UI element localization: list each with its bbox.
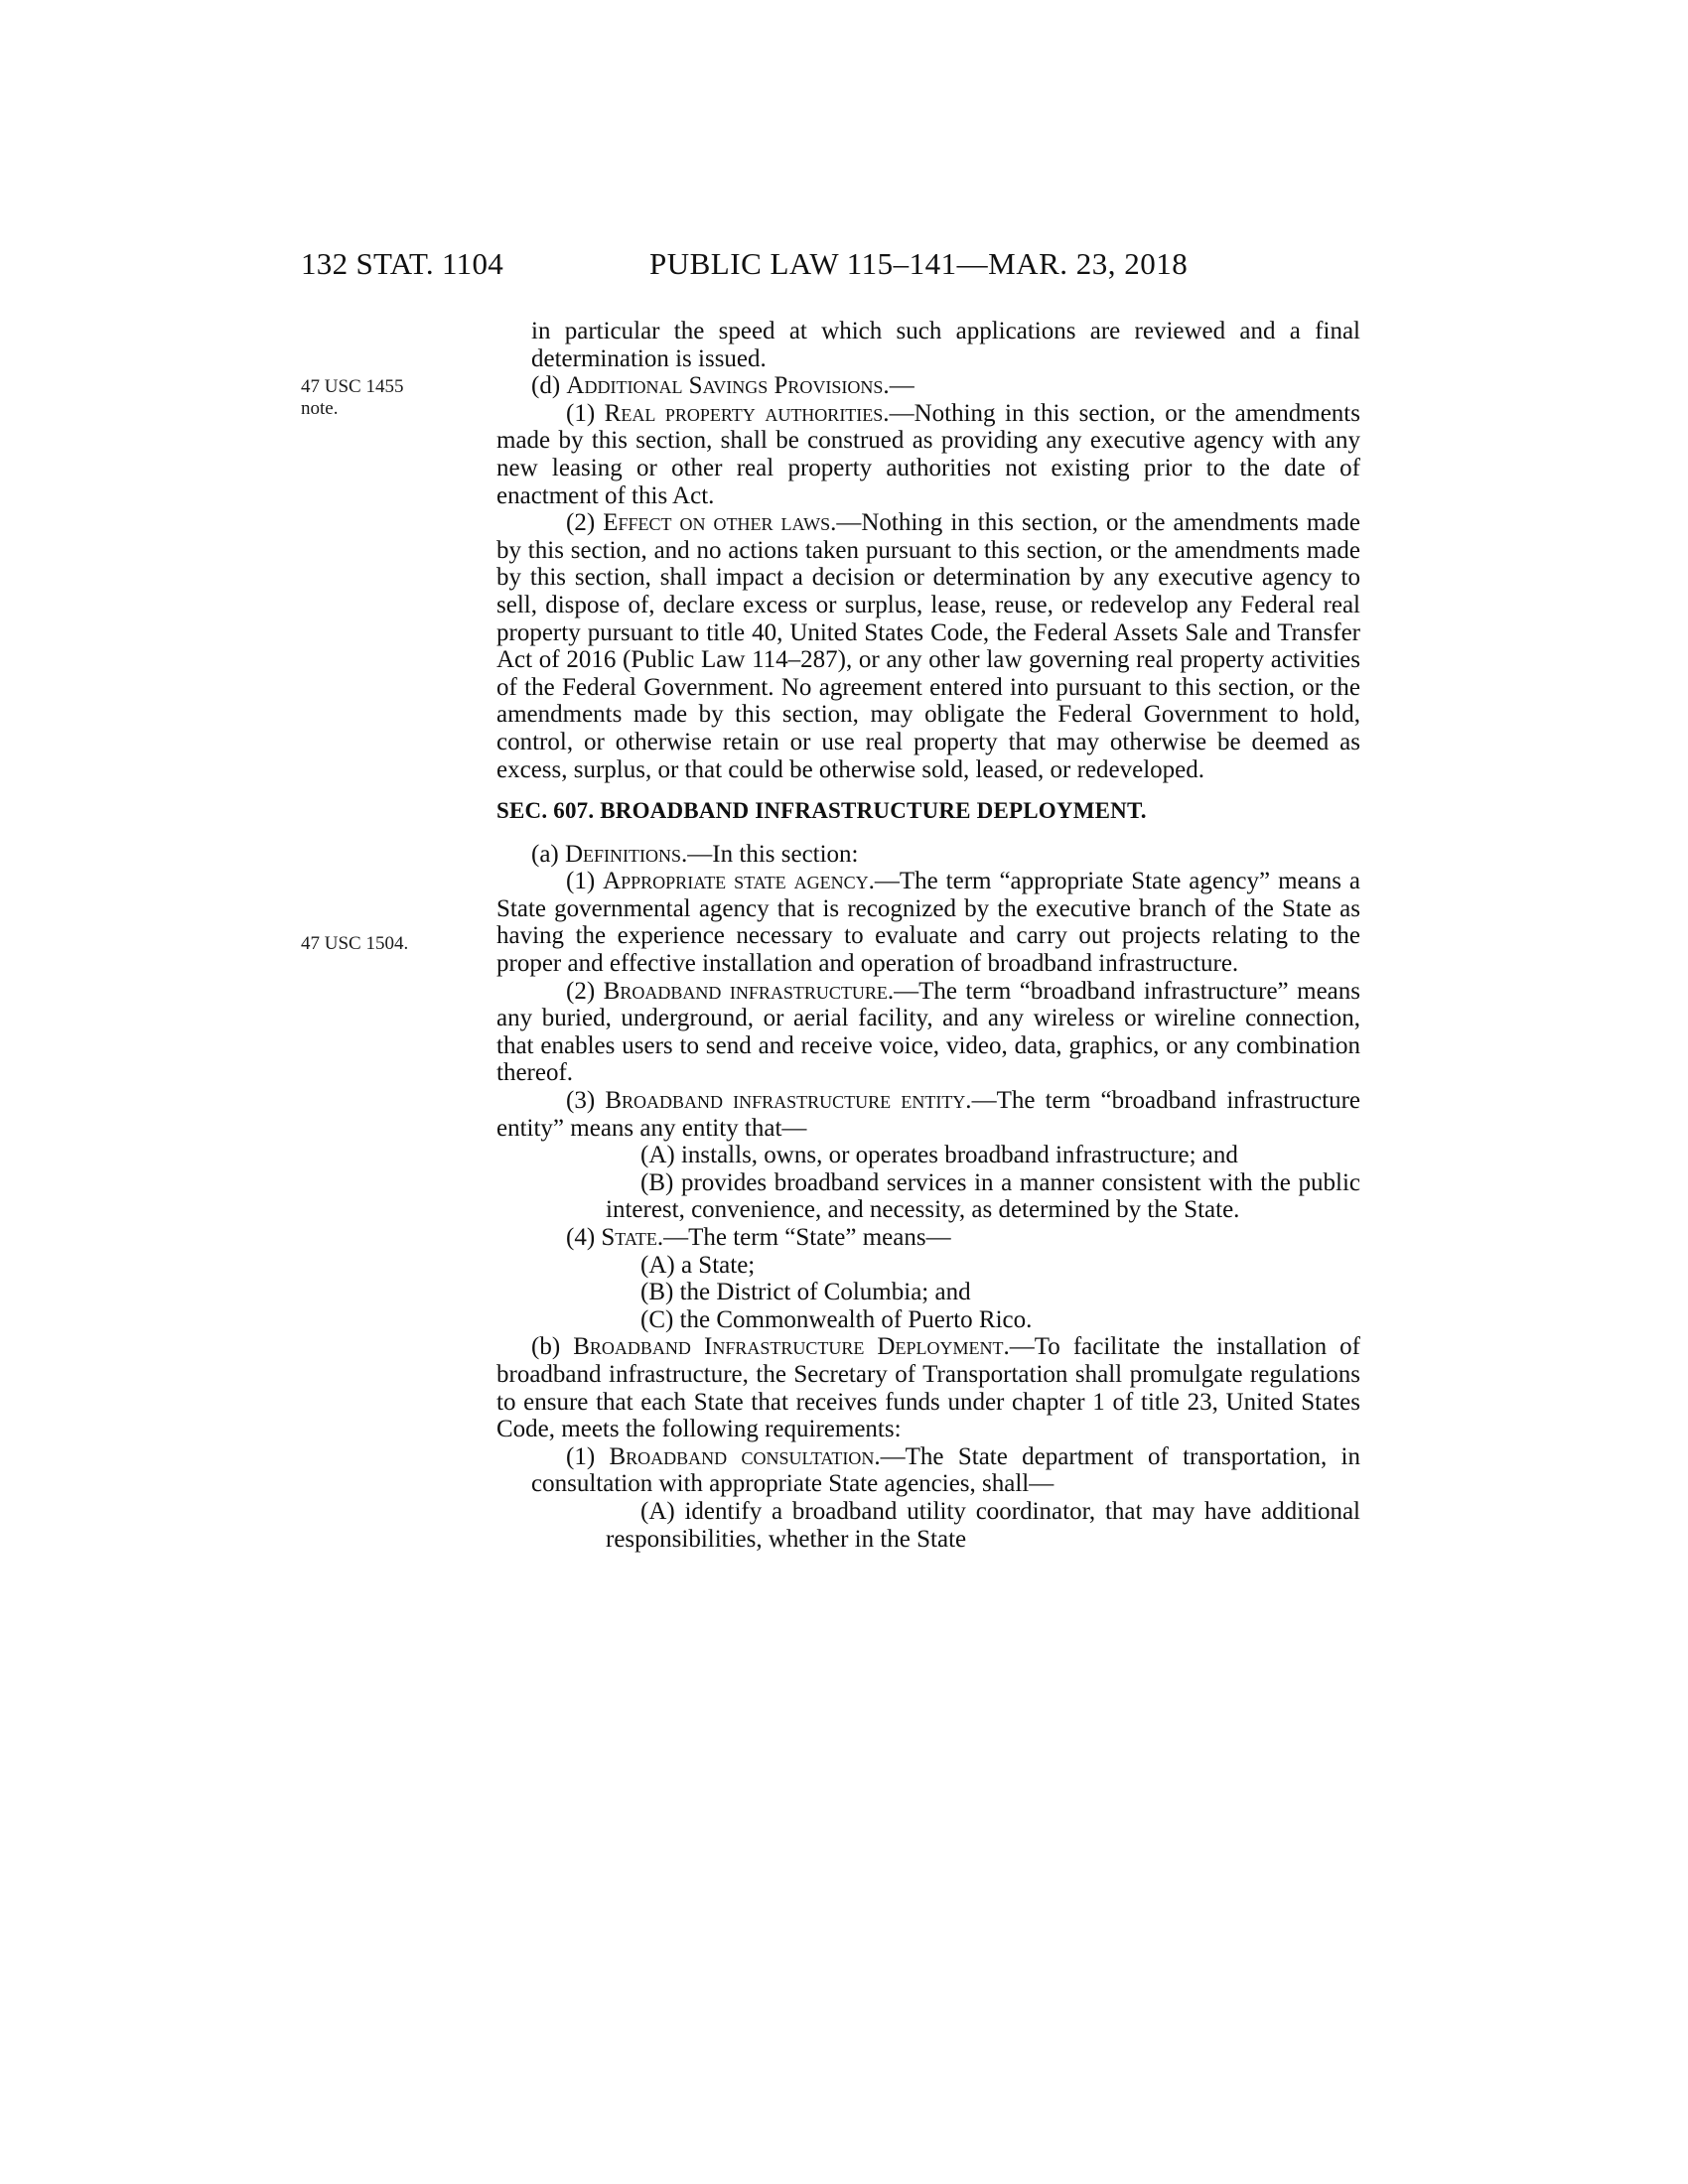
paragraph-a2-heading: Broadband infrastructure.	[603, 977, 895, 1005]
subparagraph-a3B: (B) provides broadband services in a manner consistent with the public interest, convenience, and necessity, as determined by the State.	[606, 1168, 1360, 1224]
paragraph-a3-heading: Broadband infrastructure entity.	[605, 1087, 972, 1115]
paragraph-d2: (2) Effect on other laws.—Nothing in this section, or the amendments made by this section, and no actions taken pursuant to this section, or the amendments made by this section, shall impact a decision or determination by any executive agency to sell, dispose of, declare excess or surplus, lease, reuse, or redevelop any Federal real property pursuant to title 40, United States Code, the Federal Assets Sale and Transfer Act of 2016 (Public Law 114–287), or any other law governing real property activities of the Federal Government. No agreement entered into pursuant to this section, or the amendments made by this section, may obligate the Federal Government to hold, control, or otherwise retain or use real property that may otherwise be deemed as excess, surplus, or that could be otherwise sold, leased, or redeveloped.	[496, 509, 1360, 783]
page-header	[0, 246, 1688, 286]
paragraph-continuation: in particular the speed at which such applications are reviewed and a final determination is issued.	[531, 318, 1360, 372]
section-heading: SEC. 607. BROADBAND INFRASTRUCTURE DEPLOYMENT.	[496, 798, 1147, 824]
running-head: PUBLIC LAW 115–141—MAR. 23, 2018	[649, 246, 1189, 281]
subsection-d-heading: Additional Savings Provisions.	[566, 372, 890, 400]
margin-note-usc-1504: 47 USC 1504.	[301, 933, 409, 954]
paragraph-b1-heading: Broadband consultation.	[609, 1442, 881, 1470]
subparagraph-b1A: (A) identify a broadband utility coordinator, that may have additional responsibilities, whether in the State	[606, 1497, 1360, 1553]
subsection-b: (b) Broadband Infrastructure Deployment.—To facilitate the installation of broadband infrastructure, the Secretary of Transportation shall promulgate regulations to ensure that each State that receives funds under chapter 1 of title 23, United States Code, meets the following requirements:	[496, 1333, 1360, 1443]
paragraph-b1: (1) Broadband consultation.—The State department of transportation, in consultation with appropriate State agencies, shall—	[531, 1442, 1360, 1498]
paragraph-a4-heading: State.	[601, 1224, 664, 1251]
paragraph-d1: (1) Real property authorities.—Nothing in this section, or the amendments made by this section, shall be construed as providing any executive agency with any new leasing or other real property authorities not existing prior to the date of enactment of this Act.	[496, 399, 1360, 509]
subsection-d: (d) Additional Savings Provisions.—	[531, 372, 914, 400]
subparagraph-a4A: (A) a State;	[640, 1251, 756, 1279]
subparagraph-a4B: (B) the District of Columbia; and	[640, 1279, 971, 1306]
subparagraph-a3A: (A) installs, owns, or operates broadband infrastructure; and	[640, 1142, 1238, 1169]
margin-note-line: note.	[301, 398, 339, 419]
subsection-a-heading: Definitions.	[565, 840, 688, 868]
paragraph-a1-heading: Appropriate state agency.	[603, 868, 875, 895]
paragraph-a2: (2) Broadband infrastructure.—The term “broadband infrastructure” means any buried, underground, or aerial facility, and any wireless or wireline connection, that enables users to send and receive voice, video, data, graphics, or any combination thereof.	[496, 977, 1361, 1087]
statute-body	[496, 318, 1360, 1553]
subsection-b-heading: Broadband Infrastructure Deployment.	[573, 1333, 1010, 1361]
paragraph-d1-heading: Real property authorities.	[604, 399, 890, 427]
margin-note-line: 47 USC 1455	[301, 376, 404, 397]
paragraph-d2-heading: Effect on other laws.	[603, 509, 837, 537]
statute-citation: 132 STAT. 1104	[301, 246, 504, 281]
paragraph-a4: (4) State.—The term “State” means—	[566, 1224, 951, 1251]
margin-note-usc-1455	[301, 376, 403, 420]
paragraph-a1: (1) Appropriate state agency.—The term “appropriate State agency” means a State governmental agency that is recognized by the executive branch of the State as having the experience necessary to evaluate and carry out projects relating to the proper and effective installation and operation of broadband infrastructure.	[496, 868, 1360, 978]
paragraph-a3: (3) Broadband infrastructure entity.—The term “broadband infrastructure entity” means any entity that—	[496, 1087, 1360, 1142]
subparagraph-a4C: (C) the Commonwealth of Puerto Rico.	[640, 1305, 1033, 1333]
subsection-a: (a) Definitions.—In this section:	[531, 840, 859, 868]
